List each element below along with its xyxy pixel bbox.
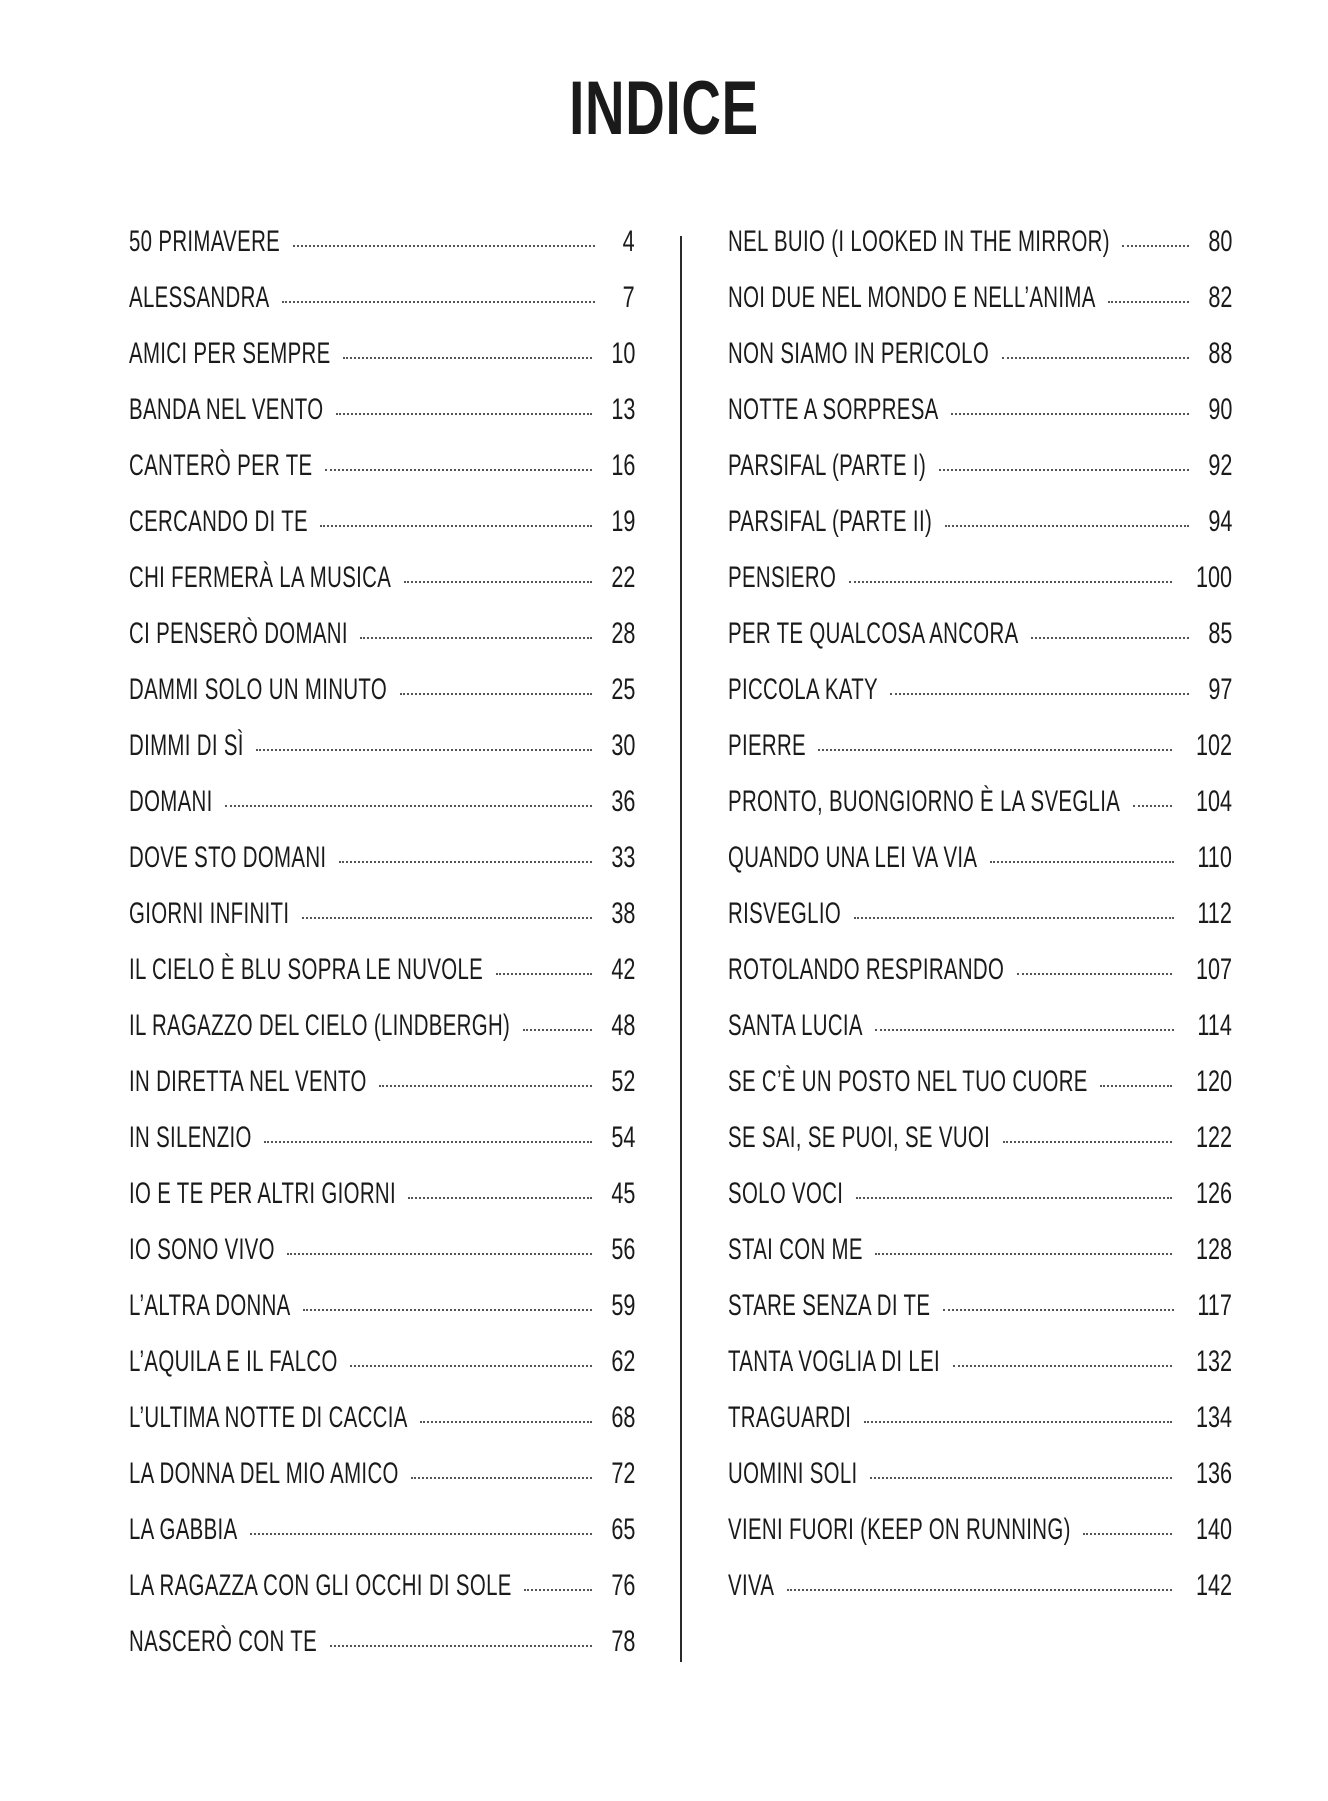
entry-title: CI PENSERÒ DOMANI — [129, 617, 348, 650]
entry-page-number: 97 — [1207, 673, 1232, 706]
entry-page-number: 82 — [1207, 281, 1232, 314]
entry-page-number: 72 — [610, 1457, 635, 1490]
dot-leader — [1002, 356, 1189, 359]
index-entry — [728, 1566, 1232, 1622]
entry-page-number: 88 — [1207, 337, 1232, 370]
entry-title: PRONTO, BUONGIORNO È LA SVEGLIA — [728, 785, 1121, 818]
index-entry — [728, 1342, 1232, 1398]
dot-leader — [400, 692, 592, 695]
index-entry — [728, 390, 1232, 446]
dot-leader — [350, 1364, 592, 1367]
entry-title: GIORNI INFINITI — [129, 897, 290, 930]
entry-title: QUANDO UNA LEI VA VIA — [728, 841, 978, 874]
entry-title: TANTA VOGLIA DI LEI — [728, 1345, 941, 1378]
dot-leader — [1100, 1084, 1172, 1087]
entry-title: NEL BUIO (I LOOKED IN THE MIRROR) — [728, 225, 1110, 258]
index-entry — [129, 614, 635, 670]
entry-title: L’ULTIMA NOTTE DI CACCIA — [129, 1401, 408, 1434]
entry-page-number: 13 — [610, 393, 635, 426]
entry-page-number: 52 — [610, 1065, 635, 1098]
index-entry — [728, 950, 1232, 1006]
entry-title: UOMINI SOLI — [728, 1457, 858, 1490]
index-entry — [129, 1622, 635, 1678]
entry-title: ALESSANDRA — [129, 281, 270, 314]
entry-page-number: 132 — [1195, 1345, 1232, 1378]
dot-leader — [524, 1588, 592, 1591]
index-entry — [728, 614, 1232, 670]
index-entry — [129, 222, 635, 278]
entry-page-number: 117 — [1197, 1289, 1232, 1322]
index-entry — [129, 1454, 635, 1510]
entry-page-number: 65 — [610, 1513, 635, 1546]
dot-leader — [854, 916, 1174, 919]
dot-leader — [320, 524, 592, 527]
dot-leader — [287, 1252, 592, 1255]
dot-leader — [818, 748, 1172, 751]
entry-title: PENSIERO — [728, 561, 837, 594]
entry-page-number: 120 — [1195, 1065, 1232, 1098]
index-entry — [728, 1118, 1232, 1174]
dot-leader — [875, 1028, 1174, 1031]
dot-leader — [330, 1644, 592, 1647]
index-entry — [129, 1286, 635, 1342]
entry-page-number: 78 — [610, 1625, 635, 1658]
entry-title: CANTERÒ PER TE — [129, 449, 313, 482]
entry-page-number: 30 — [610, 729, 635, 762]
dot-leader — [1031, 636, 1189, 639]
entry-title: LA DONNA DEL MIO AMICO — [129, 1457, 399, 1490]
entry-page-number: 107 — [1195, 953, 1232, 986]
index-entry — [728, 1398, 1232, 1454]
entry-title: SE C’È UN POSTO NEL TUO CUORE — [728, 1065, 1088, 1098]
entry-title: DOMANI — [129, 785, 213, 818]
index-entry — [129, 782, 635, 838]
entry-title: RISVEGLIO — [728, 897, 842, 930]
index-entry — [728, 726, 1232, 782]
index-entry — [728, 1286, 1232, 1342]
entry-title: PARSIFAL (PARTE I) — [728, 449, 927, 482]
index-entry — [129, 1062, 635, 1118]
entry-title: PICCOLA KATY — [728, 673, 878, 706]
dot-leader — [1133, 804, 1172, 807]
dot-leader — [943, 1308, 1174, 1311]
index-entry — [728, 1006, 1232, 1062]
entry-page-number: 76 — [610, 1569, 635, 1602]
entry-title: VIVA — [728, 1569, 775, 1602]
index-entry — [728, 502, 1232, 558]
entry-page-number: 126 — [1195, 1177, 1232, 1210]
entry-title: ROTOLANDO RESPIRANDO — [728, 953, 1005, 986]
entry-page-number: 92 — [1207, 449, 1232, 482]
dot-leader — [303, 1308, 592, 1311]
index-entry — [728, 446, 1232, 502]
entry-page-number: 94 — [1207, 505, 1232, 538]
entry-title: L’AQUILA E IL FALCO — [129, 1345, 338, 1378]
entry-page-number: 142 — [1195, 1569, 1232, 1602]
index-column-right — [728, 222, 1232, 1622]
entry-title: LA GABBIA — [129, 1513, 238, 1546]
dot-leader — [890, 692, 1189, 695]
entry-title: IO SONO VIVO — [129, 1233, 275, 1266]
entry-page-number: 68 — [610, 1401, 635, 1434]
entry-title: IN SILENZIO — [129, 1121, 252, 1154]
entry-page-number: 4 — [622, 225, 635, 258]
dot-leader — [404, 580, 592, 583]
entry-page-number: 56 — [610, 1233, 635, 1266]
entry-title: NOTTE A SORPRESA — [728, 393, 939, 426]
index-entry — [129, 334, 635, 390]
index-entry — [129, 1566, 635, 1622]
index-entry — [728, 1230, 1232, 1286]
dot-leader — [945, 524, 1189, 527]
dot-leader — [864, 1420, 1172, 1423]
entry-title: IL CIELO È BLU SOPRA LE NUVOLE — [129, 953, 484, 986]
index-entry — [728, 1510, 1232, 1566]
dot-leader — [870, 1476, 1172, 1479]
index-entry — [129, 838, 635, 894]
entry-title: SANTA LUCIA — [728, 1009, 863, 1042]
dot-leader — [225, 804, 592, 807]
dot-leader — [256, 748, 592, 751]
index-entry — [728, 558, 1232, 614]
dot-leader — [411, 1476, 592, 1479]
entry-page-number: 48 — [610, 1009, 635, 1042]
dot-leader — [1108, 300, 1189, 303]
entry-title: PER TE QUALCOSA ANCORA — [728, 617, 1019, 650]
entry-page-number: 54 — [610, 1121, 635, 1154]
index-entry — [129, 1230, 635, 1286]
index-entry — [129, 670, 635, 726]
dot-leader — [496, 972, 592, 975]
dot-leader — [990, 860, 1174, 863]
index-entry — [129, 1174, 635, 1230]
entry-page-number: 90 — [1207, 393, 1232, 426]
index-entry — [129, 390, 635, 446]
index-entry — [728, 278, 1232, 334]
index-entry — [129, 446, 635, 502]
entry-title: IL RAGAZZO DEL CIELO (LINDBERGH) — [129, 1009, 511, 1042]
entry-title: CERCANDO DI TE — [129, 505, 308, 538]
entry-page-number: 140 — [1195, 1513, 1232, 1546]
entry-title: IO E TE PER ALTRI GIORNI — [129, 1177, 396, 1210]
index-column-left — [129, 222, 635, 1678]
index-entry — [728, 838, 1232, 894]
entry-page-number: 28 — [610, 617, 635, 650]
dot-leader — [293, 244, 595, 247]
entry-title: VIENI FUORI (KEEP ON RUNNING) — [728, 1513, 1071, 1546]
entry-page-number: 112 — [1197, 897, 1232, 930]
dot-leader — [339, 860, 592, 863]
entry-title: LA RAGAZZA CON GLI OCCHI DI SOLE — [129, 1569, 512, 1602]
entry-page-number: 59 — [610, 1289, 635, 1322]
index-entry — [728, 1454, 1232, 1510]
index-entry — [728, 670, 1232, 726]
entry-title: PIERRE — [728, 729, 806, 762]
index-entry — [129, 950, 635, 1006]
index-entry — [129, 1118, 635, 1174]
entry-page-number: 62 — [610, 1345, 635, 1378]
page-title: INDICE — [569, 66, 759, 151]
entry-title: 50 PRIMAVERE — [129, 225, 281, 258]
entry-title: AMICI PER SEMPRE — [129, 337, 331, 370]
entry-title: CHI FERMERÀ LA MUSICA — [129, 561, 392, 594]
entry-page-number: 104 — [1195, 785, 1232, 818]
entry-page-number: 100 — [1195, 561, 1232, 594]
dot-leader — [302, 916, 592, 919]
index-entry — [728, 894, 1232, 950]
entry-title: TRAGUARDI — [728, 1401, 852, 1434]
entry-page-number: 136 — [1195, 1457, 1232, 1490]
dot-leader — [939, 468, 1189, 471]
dot-leader — [875, 1252, 1172, 1255]
entry-page-number: 102 — [1195, 729, 1232, 762]
entry-title: NOI DUE NEL MONDO E NELL’ANIMA — [728, 281, 1096, 314]
entry-title: L’ALTRA DONNA — [129, 1289, 291, 1322]
entry-page-number: 134 — [1195, 1401, 1232, 1434]
entry-title: SOLO VOCI — [728, 1177, 844, 1210]
dot-leader — [1122, 244, 1189, 247]
column-divider — [680, 236, 682, 1662]
dot-leader — [325, 468, 592, 471]
dot-leader — [420, 1420, 592, 1423]
index-entry — [129, 726, 635, 782]
entry-page-number: 122 — [1195, 1121, 1232, 1154]
dot-leader — [408, 1196, 592, 1199]
entry-page-number: 110 — [1197, 841, 1232, 874]
entry-title: STAI CON ME — [728, 1233, 863, 1266]
entry-page-number: 38 — [610, 897, 635, 930]
dot-leader — [264, 1140, 592, 1143]
entry-page-number: 19 — [610, 505, 635, 538]
index-entry — [129, 894, 635, 950]
index-entry — [129, 278, 635, 334]
index-entry — [129, 1510, 635, 1566]
entry-page-number: 7 — [622, 281, 635, 314]
dot-leader — [953, 1364, 1172, 1367]
entry-title: PARSIFAL (PARTE II) — [728, 505, 933, 538]
entry-page-number: 80 — [1207, 225, 1232, 258]
entry-page-number: 45 — [610, 1177, 635, 1210]
entry-page-number: 16 — [610, 449, 635, 482]
dot-leader — [250, 1532, 592, 1535]
entry-page-number: 33 — [610, 841, 635, 874]
dot-leader — [1003, 1140, 1172, 1143]
entry-page-number: 36 — [610, 785, 635, 818]
dot-leader — [343, 356, 592, 359]
dot-leader — [951, 412, 1189, 415]
entry-title: NON SIAMO IN PERICOLO — [728, 337, 990, 370]
entry-page-number: 25 — [610, 673, 635, 706]
dot-leader — [336, 412, 592, 415]
dot-leader — [360, 636, 592, 639]
entry-page-number: 10 — [610, 337, 635, 370]
dot-leader — [379, 1084, 592, 1087]
index-entry — [728, 222, 1232, 278]
index-entry — [129, 502, 635, 558]
index-entry — [728, 782, 1232, 838]
index-entry — [129, 558, 635, 614]
dot-leader — [787, 1588, 1172, 1591]
dot-leader — [1083, 1532, 1172, 1535]
entry-page-number: 22 — [610, 561, 635, 594]
dot-leader — [523, 1028, 592, 1031]
index-entry — [728, 1174, 1232, 1230]
entry-title: NASCERÒ CON TE — [129, 1625, 318, 1658]
entry-page-number: 42 — [610, 953, 635, 986]
index-entry — [129, 1398, 635, 1454]
entry-title: DIMMI DI SÌ — [129, 729, 244, 762]
dot-leader — [849, 580, 1172, 583]
index-entry — [129, 1006, 635, 1062]
dot-leader — [1017, 972, 1172, 975]
entry-title: IN DIRETTA NEL VENTO — [129, 1065, 367, 1098]
entry-title: SE SAI, SE PUOI, SE VUOI — [728, 1121, 991, 1154]
entry-page-number: 114 — [1197, 1009, 1232, 1042]
entry-page-number: 128 — [1195, 1233, 1232, 1266]
entry-title: DAMMI SOLO UN MINUTO — [129, 673, 388, 706]
index-entry — [129, 1342, 635, 1398]
index-entry — [728, 1062, 1232, 1118]
index-entry — [728, 334, 1232, 390]
entry-page-number: 85 — [1207, 617, 1232, 650]
dot-leader — [282, 300, 595, 303]
entry-title: STARE SENZA DI TE — [728, 1289, 931, 1322]
entry-title: DOVE STO DOMANI — [129, 841, 327, 874]
dot-leader — [856, 1196, 1172, 1199]
entry-title: BANDA NEL VENTO — [129, 393, 324, 426]
